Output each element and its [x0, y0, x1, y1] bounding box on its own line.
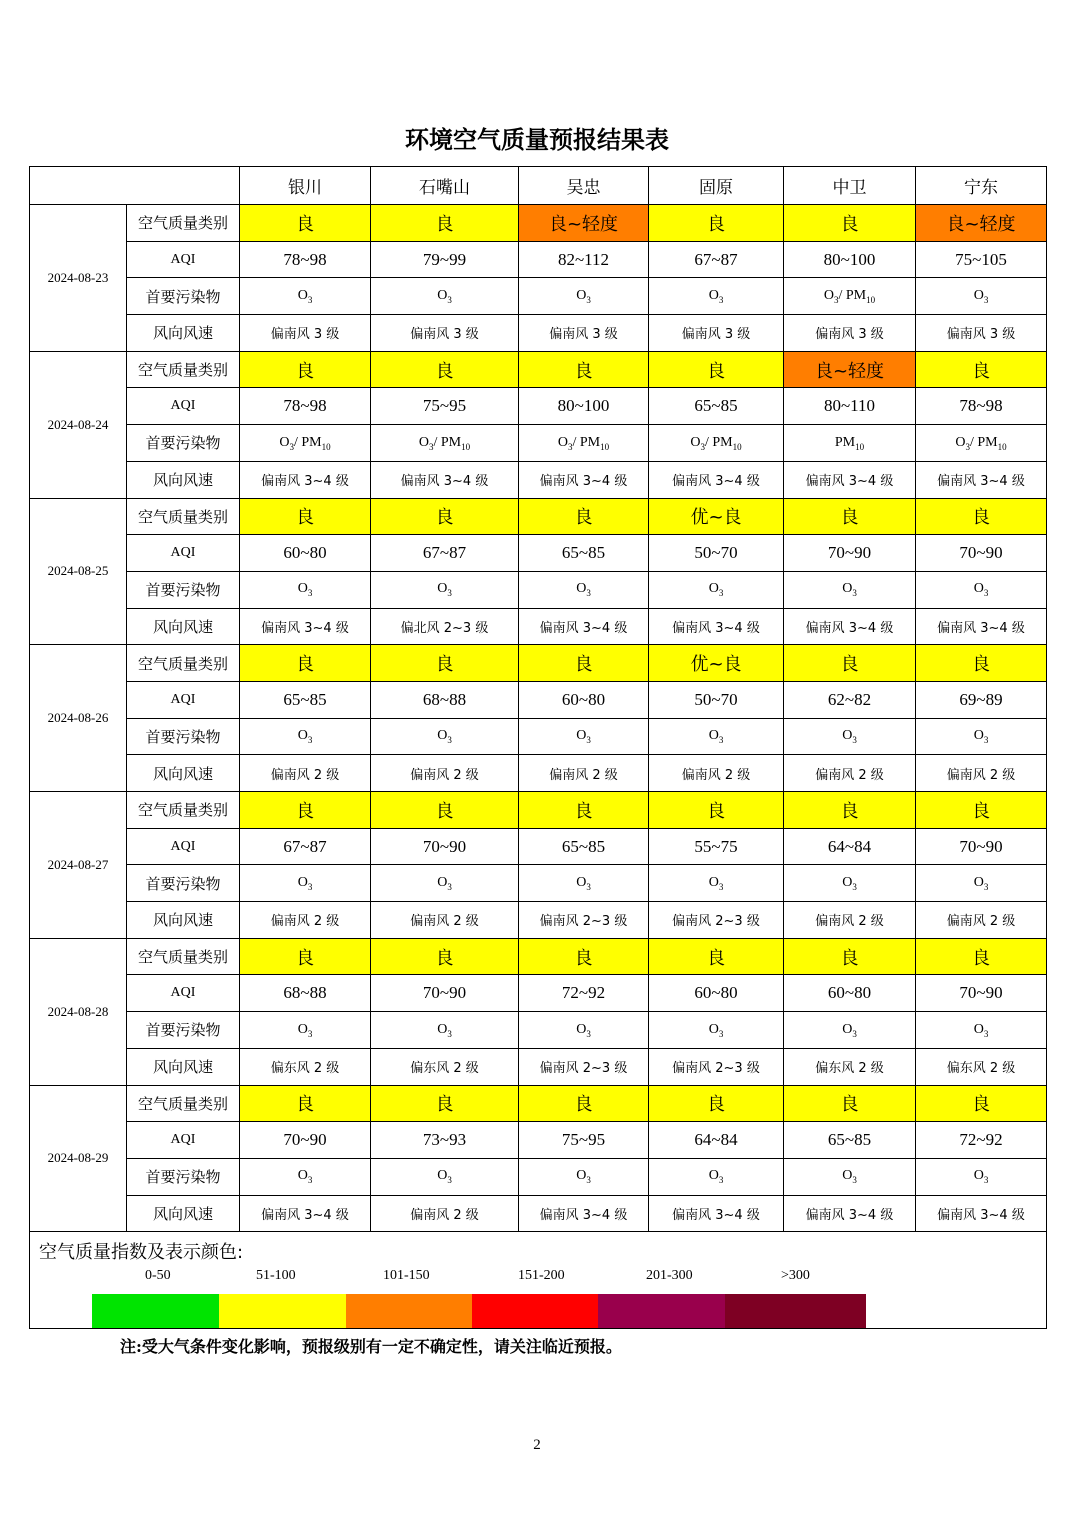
- pollutant-cell: $O_3$: [784, 1158, 916, 1195]
- category-cell: 优~良: [649, 498, 784, 535]
- category-cell: 良: [240, 938, 371, 975]
- pollutant-cell: $O_3$: [371, 865, 519, 902]
- pollutant-cell: $O_3/$ $PM_{10}$: [519, 425, 649, 462]
- legend-range-label: 0-50: [145, 1268, 171, 1284]
- row-label: AQI: [127, 828, 240, 865]
- aqi-cell: 50~70: [649, 535, 784, 572]
- table-row: [30, 1195, 1047, 1232]
- category-cell: 良: [784, 645, 916, 682]
- pollutant-cell: $O_3$: [519, 571, 649, 608]
- wind-cell: 偏南风 3 级: [916, 315, 1047, 352]
- pollutant-cell: $O_3$: [240, 278, 371, 315]
- wind-cell: 偏南风 3~4 级: [916, 461, 1047, 498]
- aqi-cell: 70~90: [371, 828, 519, 865]
- pollutant-cell: $O_3$: [371, 571, 519, 608]
- category-cell: 良: [240, 1085, 371, 1122]
- page-number: 2: [533, 1437, 541, 1453]
- pollutant-cell: $O_3/$ $PM_{10}$: [240, 425, 371, 462]
- aqi-cell: 64~84: [649, 1122, 784, 1159]
- table-row: [30, 902, 1047, 939]
- wind-cell: 偏南风 2 级: [371, 902, 519, 939]
- category-cell: 良: [371, 938, 519, 975]
- wind-cell: 偏东风 2 级: [916, 1048, 1047, 1085]
- table-row: [30, 718, 1047, 755]
- table-row: [30, 681, 1047, 718]
- table-row: [30, 498, 1047, 535]
- wind-cell: 偏南风 3~4 级: [240, 1195, 371, 1232]
- wind-cell: 偏南风 2~3 级: [519, 902, 649, 939]
- wind-cell: 偏南风 3 级: [784, 315, 916, 352]
- row-label: 首要污染物: [127, 718, 240, 755]
- wind-cell: 偏南风 3 级: [371, 315, 519, 352]
- aqi-cell: 65~85: [784, 1122, 916, 1159]
- legend-swatch: [346, 1294, 472, 1328]
- pollutant-cell: $O_3$: [240, 865, 371, 902]
- table-row: [30, 571, 1047, 608]
- header-corner: [30, 167, 240, 205]
- aqi-cell: 80~110: [784, 388, 916, 425]
- aqi-cell: 78~98: [240, 388, 371, 425]
- row-label: 空气质量类别: [127, 1085, 240, 1122]
- category-cell: 良: [649, 1085, 784, 1122]
- pollutant-cell: $O_3$: [916, 1158, 1047, 1195]
- table-row: [30, 278, 1047, 315]
- aqi-cell: 67~87: [649, 241, 784, 278]
- aqi-cell: 65~85: [240, 681, 371, 718]
- wind-cell: 偏南风 2 级: [784, 902, 916, 939]
- aqi-cell: 65~85: [649, 388, 784, 425]
- wind-cell: 偏南风 3 级: [649, 315, 784, 352]
- table-row: [30, 645, 1047, 682]
- wind-cell: 偏南风 3~4 级: [784, 461, 916, 498]
- pollutant-cell: $O_3$: [916, 571, 1047, 608]
- wind-cell: 偏南风 3~4 级: [649, 1195, 784, 1232]
- aqi-cell: 64~84: [784, 828, 916, 865]
- wind-cell: 偏东风 2 级: [240, 1048, 371, 1085]
- category-cell: 良: [519, 645, 649, 682]
- aqi-cell: 70~90: [916, 828, 1047, 865]
- pollutant-cell: $O_3$: [519, 1158, 649, 1195]
- category-cell: 良: [519, 351, 649, 388]
- aqi-cell: 60~80: [649, 975, 784, 1012]
- pollutant-cell: $O_3$: [371, 1158, 519, 1195]
- pollutant-cell: $O_3$: [649, 571, 784, 608]
- row-label: AQI: [127, 535, 240, 572]
- aqi-cell: 62~82: [784, 681, 916, 718]
- pollutant-cell: $O_3$: [784, 571, 916, 608]
- pollutant-cell: $O_3$: [371, 718, 519, 755]
- category-cell: 良: [784, 792, 916, 829]
- category-cell: 良: [916, 645, 1047, 682]
- pollutant-cell: $O_3$: [371, 278, 519, 315]
- pollutant-cell: $O_3$: [649, 1158, 784, 1195]
- row-label: 空气质量类别: [127, 351, 240, 388]
- row-label: 风向风速: [127, 315, 240, 352]
- category-cell: 良: [916, 498, 1047, 535]
- wind-cell: 偏南风 2 级: [916, 755, 1047, 792]
- table-row: [30, 315, 1047, 352]
- wind-cell: 偏南风 2 级: [519, 755, 649, 792]
- aqi-cell: 65~85: [519, 828, 649, 865]
- wind-cell: 偏南风 3~4 级: [519, 608, 649, 645]
- pollutant-cell: $O_3$: [519, 1012, 649, 1049]
- legend-swatch: [598, 1294, 725, 1328]
- wind-cell: 偏南风 2~3 级: [519, 1048, 649, 1085]
- legend-range-label: 151-200: [518, 1268, 565, 1284]
- pollutant-cell: $O_3$: [784, 718, 916, 755]
- wind-cell: 偏南风 3~4 级: [240, 461, 371, 498]
- aqi-cell: 69~89: [916, 681, 1047, 718]
- legend-title: 空气质量指数及表示颜色:: [39, 1242, 244, 1264]
- date-cell: 2024-08-23: [30, 205, 127, 352]
- aqi-cell: 78~98: [916, 388, 1047, 425]
- date-cell: 2024-08-29: [30, 1085, 127, 1232]
- category-cell: 良: [519, 498, 649, 535]
- legend-swatch: [92, 1294, 219, 1328]
- table-row: [30, 865, 1047, 902]
- category-cell: 良: [649, 351, 784, 388]
- category-cell: 良: [371, 792, 519, 829]
- row-label: 空气质量类别: [127, 938, 240, 975]
- category-cell: 良: [240, 351, 371, 388]
- pollutant-cell: $O_3$: [240, 1158, 371, 1195]
- date-cell: 2024-08-28: [30, 938, 127, 1085]
- category-cell: 良: [916, 792, 1047, 829]
- aqi-cell: 70~90: [916, 975, 1047, 1012]
- category-cell: 良: [519, 938, 649, 975]
- category-cell: 良: [240, 645, 371, 682]
- aqi-cell: 55~75: [649, 828, 784, 865]
- wind-cell: 偏南风 3~4 级: [240, 608, 371, 645]
- wind-cell: 偏南风 3~4 级: [649, 461, 784, 498]
- city-header: 固原: [649, 167, 784, 205]
- table-row: [30, 608, 1047, 645]
- category-cell: 良: [916, 1085, 1047, 1122]
- category-cell: 良: [784, 205, 916, 242]
- table-row: [30, 1158, 1047, 1195]
- pollutant-cell: $O_3/$ $PM_{10}$: [784, 278, 916, 315]
- table-row: [30, 388, 1047, 425]
- wind-cell: 偏南风 3~4 级: [916, 608, 1047, 645]
- aqi-cell: 67~87: [371, 535, 519, 572]
- category-cell: 优~良: [649, 645, 784, 682]
- category-cell: 良: [371, 205, 519, 242]
- city-header: 中卫: [784, 167, 916, 205]
- category-cell: 良~轻度: [784, 351, 916, 388]
- page-title: 环境空气质量预报结果表: [405, 125, 669, 154]
- category-cell: 良: [240, 205, 371, 242]
- category-cell: 良: [240, 792, 371, 829]
- wind-cell: 偏南风 3~4 级: [371, 461, 519, 498]
- row-label: 风向风速: [127, 461, 240, 498]
- wind-cell: 偏南风 2~3 级: [649, 902, 784, 939]
- pollutant-cell: $PM_{10}$: [784, 425, 916, 462]
- category-cell: 良: [649, 938, 784, 975]
- aqi-cell: 60~80: [240, 535, 371, 572]
- category-cell: 良: [784, 1085, 916, 1122]
- row-label: 首要污染物: [127, 425, 240, 462]
- wind-cell: 偏南风 3~4 级: [519, 1195, 649, 1232]
- header-row: [30, 167, 1047, 205]
- table-row: [30, 351, 1047, 388]
- category-cell: 良: [371, 351, 519, 388]
- aqi-cell: 70~90: [240, 1122, 371, 1159]
- category-cell: 良: [371, 498, 519, 535]
- aqi-cell: 70~90: [916, 535, 1047, 572]
- aqi-cell: 65~85: [519, 535, 649, 572]
- wind-cell: 偏南风 2 级: [371, 755, 519, 792]
- pollutant-cell: $O_3$: [916, 718, 1047, 755]
- wind-cell: 偏北风 2~3 级: [371, 608, 519, 645]
- category-cell: 良: [519, 792, 649, 829]
- row-label: 首要污染物: [127, 1012, 240, 1049]
- pollutant-cell: $O_3$: [519, 865, 649, 902]
- category-cell: 良: [916, 938, 1047, 975]
- row-label: 风向风速: [127, 755, 240, 792]
- date-cell: 2024-08-24: [30, 351, 127, 498]
- legend-swatch: [725, 1294, 866, 1328]
- legend: [30, 1232, 1047, 1329]
- date-cell: 2024-08-26: [30, 645, 127, 792]
- aqi-cell: 79~99: [371, 241, 519, 278]
- pollutant-cell: $O_3$: [649, 718, 784, 755]
- table-row: [30, 938, 1047, 975]
- pollutant-cell: $O_3$: [240, 571, 371, 608]
- pollutant-cell: $O_3$: [519, 278, 649, 315]
- pollutant-cell: $O_3$: [916, 278, 1047, 315]
- row-label: AQI: [127, 975, 240, 1012]
- wind-cell: 偏南风 3~4 级: [916, 1195, 1047, 1232]
- city-header: 吴忠: [519, 167, 649, 205]
- aqi-cell: 68~88: [240, 975, 371, 1012]
- table-row: [30, 205, 1047, 242]
- table-row: [30, 975, 1047, 1012]
- row-label: 风向风速: [127, 608, 240, 645]
- legend-swatch: [219, 1294, 346, 1328]
- pollutant-cell: $O_3$: [240, 718, 371, 755]
- aqi-cell: 82~112: [519, 241, 649, 278]
- legend-range-label: 101-150: [383, 1268, 430, 1284]
- legend-range-label: >300: [781, 1268, 810, 1284]
- city-header: 宁东: [916, 167, 1047, 205]
- wind-cell: 偏南风 2 级: [649, 755, 784, 792]
- wind-cell: 偏南风 2 级: [916, 902, 1047, 939]
- legend-range-label: 51-100: [256, 1268, 296, 1284]
- aqi-cell: 60~80: [784, 975, 916, 1012]
- aqi-cell: 78~98: [240, 241, 371, 278]
- category-cell: 良: [371, 1085, 519, 1122]
- aqi-cell: 73~93: [371, 1122, 519, 1159]
- aqi-cell: 75~95: [371, 388, 519, 425]
- category-cell: 良: [519, 1085, 649, 1122]
- row-label: AQI: [127, 681, 240, 718]
- category-cell: 良~轻度: [519, 205, 649, 242]
- wind-cell: 偏南风 3 级: [519, 315, 649, 352]
- aqi-cell: 75~95: [519, 1122, 649, 1159]
- wind-cell: 偏南风 2 级: [371, 1195, 519, 1232]
- pollutant-cell: $O_3$: [916, 1012, 1047, 1049]
- table-row: [30, 425, 1047, 462]
- aqi-cell: 50~70: [649, 681, 784, 718]
- legend-row: [30, 1232, 1047, 1329]
- category-cell: 良: [916, 351, 1047, 388]
- forecast-table: [29, 166, 1047, 1329]
- pollutant-cell: $O_3$: [649, 865, 784, 902]
- table-row: [30, 1048, 1047, 1085]
- category-cell: 良: [240, 498, 371, 535]
- table-row: [30, 828, 1047, 865]
- pollutant-cell: $O_3/$ $PM_{10}$: [649, 425, 784, 462]
- note: 注:受大气条件变化影响，预报级别有一定不确定性，请关注临近预报。: [120, 1337, 622, 1356]
- category-cell: 良~轻度: [916, 205, 1047, 242]
- row-label: 风向风速: [127, 1048, 240, 1085]
- wind-cell: 偏南风 3~4 级: [649, 608, 784, 645]
- date-cell: 2024-08-25: [30, 498, 127, 645]
- wind-cell: 偏南风 3~4 级: [784, 608, 916, 645]
- row-label: 首要污染物: [127, 571, 240, 608]
- pollutant-cell: $O_3$: [784, 1012, 916, 1049]
- pollutant-cell: $O_3$: [240, 1012, 371, 1049]
- wind-cell: 偏南风 2~3 级: [649, 1048, 784, 1085]
- row-label: 空气质量类别: [127, 792, 240, 829]
- row-label: AQI: [127, 388, 240, 425]
- row-label: 首要污染物: [127, 865, 240, 902]
- pollutant-cell: $O_3/$ $PM_{10}$: [371, 425, 519, 462]
- row-label: 空气质量类别: [127, 498, 240, 535]
- aqi-cell: 70~90: [371, 975, 519, 1012]
- table-row: [30, 755, 1047, 792]
- pollutant-cell: $O_3$: [519, 718, 649, 755]
- pollutant-cell: $O_3$: [649, 278, 784, 315]
- row-label: AQI: [127, 1122, 240, 1159]
- category-cell: 良: [371, 645, 519, 682]
- table-row: [30, 1085, 1047, 1122]
- row-label: 空气质量类别: [127, 645, 240, 682]
- wind-cell: 偏东风 2 级: [784, 1048, 916, 1085]
- aqi-cell: 67~87: [240, 828, 371, 865]
- wind-cell: 偏南风 2 级: [240, 902, 371, 939]
- aqi-cell: 75~105: [916, 241, 1047, 278]
- table-row: [30, 535, 1047, 572]
- pollutant-cell: $O_3$: [784, 865, 916, 902]
- table-row: [30, 1122, 1047, 1159]
- aqi-cell: 68~88: [371, 681, 519, 718]
- row-label: 风向风速: [127, 1195, 240, 1232]
- date-cell: 2024-08-27: [30, 792, 127, 939]
- category-cell: 良: [649, 792, 784, 829]
- wind-cell: 偏南风 2 级: [240, 755, 371, 792]
- wind-cell: 偏南风 3 级: [240, 315, 371, 352]
- wind-cell: 偏南风 3~4 级: [519, 461, 649, 498]
- aqi-cell: 72~92: [519, 975, 649, 1012]
- aqi-cell: 80~100: [519, 388, 649, 425]
- row-label: 首要污染物: [127, 1158, 240, 1195]
- city-header: 石嘴山: [371, 167, 519, 205]
- wind-cell: 偏东风 2 级: [371, 1048, 519, 1085]
- aqi-cell: 60~80: [519, 681, 649, 718]
- category-cell: 良: [784, 938, 916, 975]
- wind-cell: 偏南风 3~4 级: [784, 1195, 916, 1232]
- aqi-cell: 72~92: [916, 1122, 1047, 1159]
- city-header: 银川: [240, 167, 371, 205]
- row-label: AQI: [127, 241, 240, 278]
- row-label: 首要污染物: [127, 278, 240, 315]
- row-label: 风向风速: [127, 902, 240, 939]
- legend-swatch: [472, 1294, 598, 1328]
- category-cell: 良: [649, 205, 784, 242]
- wind-cell: 偏南风 2 级: [784, 755, 916, 792]
- row-label: 空气质量类别: [127, 205, 240, 242]
- category-cell: 良: [784, 498, 916, 535]
- aqi-cell: 80~100: [784, 241, 916, 278]
- table-row: [30, 241, 1047, 278]
- aqi-cell: 70~90: [784, 535, 916, 572]
- table-row: [30, 1012, 1047, 1049]
- table-row: [30, 461, 1047, 498]
- legend-range-label: 201-300: [646, 1268, 693, 1284]
- pollutant-cell: $O_3$: [371, 1012, 519, 1049]
- pollutant-cell: $O_3/$ $PM_{10}$: [916, 425, 1047, 462]
- pollutant-cell: $O_3$: [916, 865, 1047, 902]
- pollutant-cell: $O_3$: [649, 1012, 784, 1049]
- table-row: [30, 792, 1047, 829]
